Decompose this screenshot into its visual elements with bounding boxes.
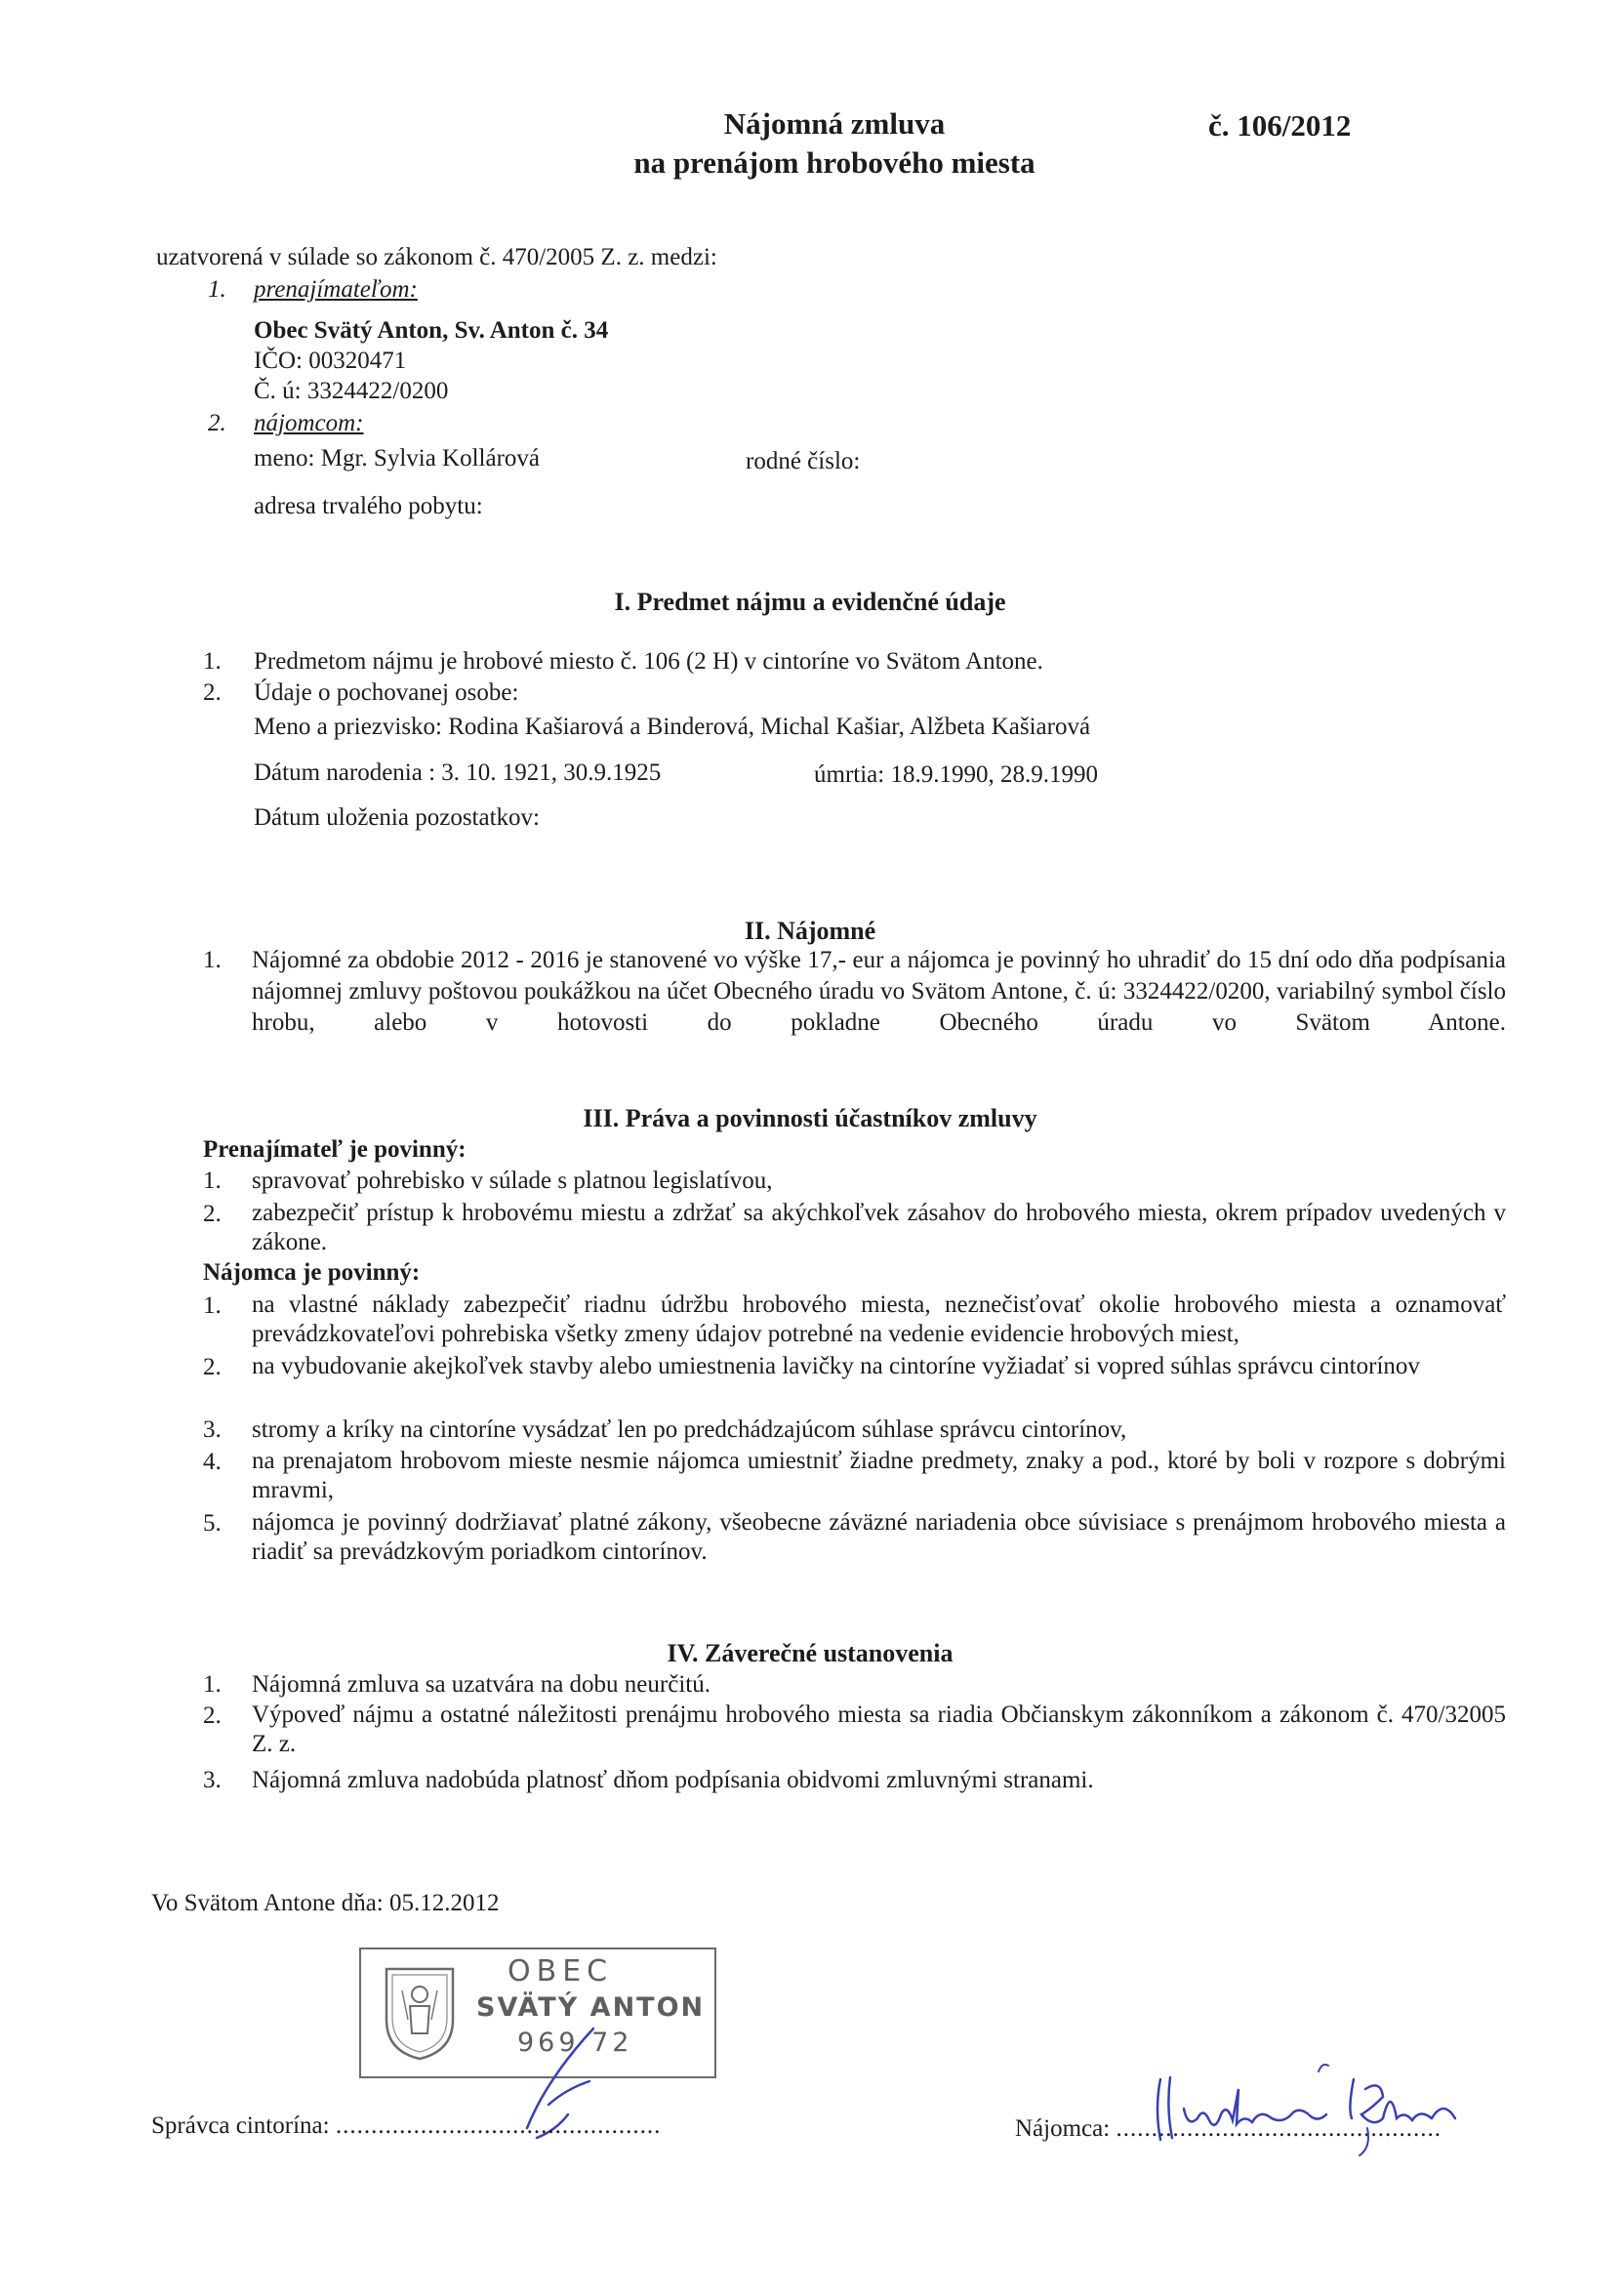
tenant-address-label: adresa trvalého pobytu: (254, 493, 483, 519)
s3-l-num-1: 1. (203, 1168, 222, 1194)
s3-tenant-item-3: stromy a kríky na cintoríne vysádzať len po predchádzajúcom súhlase správcu cintorínov, (252, 1416, 1127, 1443)
landlord-obligations-label: Prenajímateľ je povinný: (203, 1136, 467, 1163)
document-title: Nájomná zmluva (723, 106, 946, 141)
s4-num-3: 3. (203, 1767, 222, 1793)
manager-label (151, 2111, 661, 2141)
tenant-signature (1127, 2050, 1537, 2157)
s3-landlord-item-1: spravovať pohrebisko v súlade s platnou legislatívou, (252, 1168, 773, 1194)
s3-l-num-2: 2. (203, 1201, 222, 1227)
section-2-heading: II. Nájomné (744, 917, 876, 945)
intro-text: uzatvorená v súlade so zákonom č. 470/2005 Z. z. medzi: (156, 244, 717, 270)
s2-item-1: Nájomné za obdobie 2012 - 2016 je stanovené vo výške 17,- eur a nájomca je povinný ho uhradiť do 15 dní odo dňa podpísania nájomnej zmluvy poštovou poukážkou na účet Obecného úradu vo Svätom Antone, č. ú: 3324422/0200, variabilný symbol číslo hrobu, alebo v hotovosti do pokladne Obecného úradu vo Svätom Antone. (252, 947, 1506, 1036)
landlord-role-label: prenajímateľom: (254, 276, 418, 303)
party-number-2: 2. (208, 410, 226, 436)
s1-name-line: Meno a priezvisko: Rodina Kašiarová a Binderová, Michal Kašiar, Alžbeta Kašiarová (254, 714, 1091, 740)
s3-landlord-item-2: zabezpečiť prístup k hrobovému miestu a zdržať sa akýchkoľvek zásahov do hrobového miesta, okrem prípadov uvedených v zákone. (252, 1200, 1506, 1255)
s1-num-2: 2. (203, 679, 222, 706)
tenant-birth-number-label: rodné číslo: (746, 448, 861, 474)
tenant-label-text: Nájomca: (1015, 2115, 1111, 2142)
s3-tenant-item-2: na vybudovanie akejkoľvek stavby alebo umiestnenia lavičky na cintoríne vyžiadať si vopred súhlas správcu cintorínov (252, 1353, 1420, 1379)
landlord-name: Obec Svätý Anton, Sv. Anton č. 34 (254, 317, 609, 344)
landlord-account: Č. ú: 3324422/0200 (254, 378, 449, 404)
s3-tenant-item-4: na prenajatom hrobovom mieste nesmie nájomca umiestniť žiadne predmety, znaky a pod., ktoré by boli v rozpore s dobrými mravmi, (252, 1448, 1506, 1503)
s3-tenant-item-5: nájomca je povinný dodržiavať platné zákony, všeobecne záväzné nariadenia obce súvisiace s prenájmom hrobového miesta a riadiť sa prevádzkovým poriadkom cintorínov. (252, 1509, 1506, 1565)
s3-t-num-3: 3. (203, 1416, 222, 1443)
landlord-ico: IČO: 00320471 (254, 348, 407, 374)
stamp-line-2: SVÄTÝ ANTON (476, 1992, 706, 2023)
stamp-line-1: OBEC (508, 1954, 614, 1988)
s1-birth-line: Dátum narodenia : 3. 10. 1921, 30.9.1925 (254, 759, 662, 786)
coat-of-arms-icon (381, 1961, 459, 2063)
s3-t-num-4: 4. (203, 1449, 222, 1475)
document-subtitle: na prenájom hrobového miesta (633, 145, 1035, 180)
s3-tenant-item-1: na vlastné náklady zabezpečiť riadnu údržbu hrobového miesta, neznečisťovať okolie hrobového miesta a oznamovať prevádzkovateľovi pohrebiska všetky zmeny údajov potrebné na vedenie evidencie hrobových miest, (252, 1292, 1506, 1347)
s1-item-1: Predmetom nájmu je hrobové miesto č. 106 (2 H) v cintoríne vo Svätom Antone. (254, 648, 1043, 675)
s4-item-2: Výpoveď nájmu a ostatné náležitosti prenájmu hrobového miesta sa riadia Občianskym zákonníkom a zákonom č. 470/32005 Z. z. (252, 1702, 1506, 1757)
place-and-date: Vo Svätom Antone dňa: 05.12.2012 (151, 1890, 500, 1916)
s1-num-1: 1. (203, 648, 222, 675)
section-3-heading: III. Práva a povinnosti účastníkov zmluvy (583, 1104, 1037, 1132)
tenant-role-label: nájomcom: (254, 410, 364, 436)
tenant-obligations-label: Nájomca je povinný: (203, 1259, 421, 1286)
s1-burial-line: Dátum uloženia pozostatkov: (254, 804, 540, 831)
stamp-line-3: 969 72 (517, 2028, 633, 2058)
manager-label-text: Správca cintorína: (151, 2112, 330, 2139)
s3-t-num-2: 2. (203, 1354, 222, 1380)
s1-death-line: úmrtia: 18.9.1990, 28.9.1990 (814, 761, 1098, 788)
manager-signature-line: .............................................. (335, 2112, 662, 2139)
tenant-name: meno: Mgr. Sylvia Kollárová (254, 445, 541, 472)
s4-item-3: Nájomná zmluva nadobúda platnosť dňom podpísania obidvomi zmluvnými stranami. (252, 1767, 1094, 1793)
s3-t-num-1: 1. (203, 1292, 222, 1319)
s2-num-1: 1. (203, 947, 222, 973)
s4-num-1: 1. (203, 1671, 222, 1698)
s4-item-1: Nájomná zmluva sa uzatvára na dobu neurčitú. (252, 1671, 710, 1698)
party-number-1: 1. (208, 276, 226, 303)
s3-t-num-5: 5. (203, 1510, 222, 1537)
contract-number: č. 106/2012 (1208, 108, 1352, 143)
section-1-heading: I. Predmet nájmu a evidenčné údaje (614, 588, 1006, 616)
s1-item-2: Údaje o pochovanej osobe: (254, 679, 519, 706)
tenant-signature-line: .............................................. (1116, 2115, 1441, 2142)
s4-num-2: 2. (203, 1702, 222, 1729)
section-4-heading: IV. Záverečné ustanovenia (667, 1639, 954, 1667)
